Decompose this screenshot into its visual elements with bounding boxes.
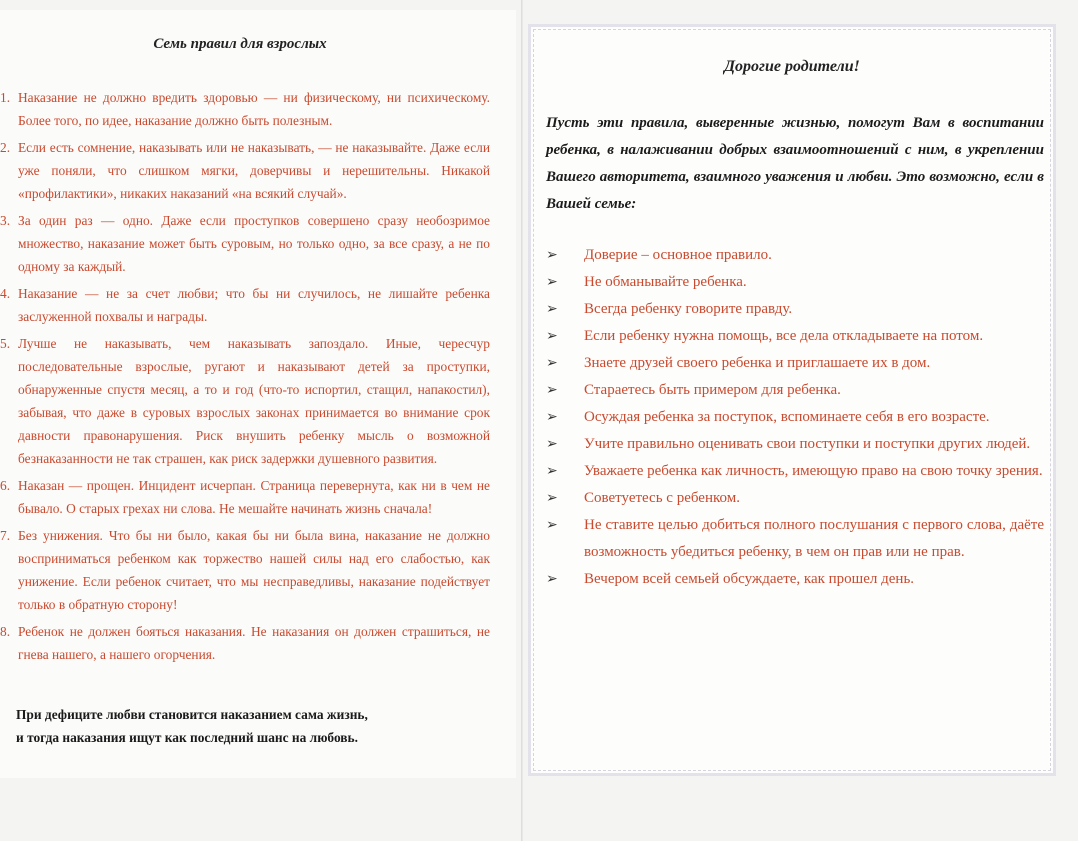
arrow-bullet-icon: ➢: [546, 436, 558, 452]
rule-number: 4.: [0, 286, 11, 301]
right-page-content: [528, 24, 1056, 776]
arrow-bullet-icon: ➢: [546, 328, 558, 344]
rule-number: 8.: [0, 624, 11, 639]
rule-text: Наказание не должно вредить здоровью — ни физическому, ни психическому. Более того, по идее, наказание должно быть полезным.: [18, 90, 490, 128]
rule-number: 6.: [0, 478, 11, 493]
advice-text: Не ставите целью добиться полного послушания с первого слова, даёте возможность убедиться ребенку, в чем он прав или не прав.: [584, 517, 1044, 560]
rule-text: Наказание — не за счет любви; что бы ни случилось, не лишайте ребенка заслуженной похвалы и награды.: [18, 286, 490, 324]
advice-item: [546, 242, 1044, 269]
right-page-title: Дорогие родители!: [724, 58, 860, 75]
advice-item: [546, 350, 1044, 377]
advice-item: [546, 485, 1044, 512]
closing-statement: [16, 703, 496, 749]
advice-list: [546, 242, 1044, 593]
advice-text: Не обманывайте ребенка.: [584, 274, 747, 290]
advice-item: [546, 458, 1044, 485]
rule-text: Наказан — прощен. Инцидент исчерпан. Страница перевернута, как ни в чем не бывало. О старых грехах ни слова. Не мешайте начинать жизнь сначала!: [18, 478, 490, 516]
advice-item: [546, 512, 1044, 566]
arrow-bullet-icon: ➢: [546, 382, 558, 398]
advice-text: Советуетесь с ребенком.: [584, 490, 740, 506]
advice-text: Стараетесь быть примером для ребенка.: [584, 382, 841, 398]
rule-number: 2.: [0, 140, 11, 155]
advice-item: [546, 377, 1044, 404]
rule-item: [0, 136, 490, 205]
arrow-bullet-icon: ➢: [546, 463, 558, 479]
advice-text: Доверие – основное правило.: [584, 247, 772, 263]
advice-text: Если ребенку нужна помощь, все дела откладываете на потом.: [584, 328, 984, 344]
arrow-bullet-icon: ➢: [546, 355, 558, 371]
rule-item: [0, 332, 490, 470]
rule-item: [0, 282, 490, 328]
rule-text: За один раз — одно. Даже если проступков совершено сразу необозримое множество, наказание может быть суровым, но только одно, за все сразу, а не по одному за каждый.: [18, 213, 490, 274]
page-fold: [521, 0, 523, 841]
rule-number: 7.: [0, 528, 11, 543]
rule-item: [0, 86, 490, 132]
rule-number: 3.: [0, 213, 11, 228]
arrow-bullet-icon: ➢: [546, 274, 558, 290]
arrow-bullet-icon: ➢: [546, 571, 558, 587]
advice-text: Всегда ребенку говорите правду.: [584, 301, 793, 317]
advice-item: [546, 566, 1044, 593]
rule-number: 5.: [0, 336, 11, 351]
left-page-title: Семь правил для взрослых: [153, 36, 327, 52]
advice-text: Осуждая ребенка за поступок, вспоминаете себя в его возрасте.: [584, 409, 990, 425]
arrow-bullet-icon: ➢: [546, 409, 558, 425]
rule-item: [0, 524, 490, 616]
advice-text: Уважаете ребенка как личность, имеющую право на свою точку зрения.: [584, 463, 1043, 479]
closing-line-2: и тогда наказания ищут как последний шанс на любовь.: [16, 730, 358, 745]
rules-list: [0, 86, 490, 670]
advice-text: Вечером всей семьей обсуждаете, как прошел день.: [584, 571, 915, 587]
closing-line-1: При дефиците любви становится наказанием сама жизнь,: [16, 707, 368, 722]
arrow-bullet-icon: ➢: [546, 517, 558, 533]
advice-item: [546, 269, 1044, 296]
rule-item: [0, 474, 490, 520]
arrow-bullet-icon: ➢: [546, 301, 558, 317]
advice-text: Знаете друзей своего ребенка и приглашаете их в дом.: [584, 355, 931, 371]
advice-item: [546, 323, 1044, 350]
rule-number: 1.: [0, 90, 11, 105]
rule-text: Без унижения. Что бы ни было, какая бы ни была вина, наказание не должно восприниматься ребенком как торжество нашей силы над его слабостью, как унижение. Если ребенок считает, что мы несправедливы, наказание подействует только в обратную сторону!: [18, 528, 490, 612]
arrow-bullet-icon: ➢: [546, 247, 558, 263]
arrow-bullet-icon: ➢: [546, 490, 558, 506]
rule-text: Если есть сомнение, наказывать или не наказывать, — не наказывайте. Даже если уже поняли, что слишком мягки, доверчивы и нерешительны. Никакой «профилактики», никаких наказаний «на всякий случай».: [18, 140, 490, 201]
advice-item: [546, 404, 1044, 431]
rule-item: [0, 620, 490, 666]
rule-item: [0, 209, 490, 278]
intro-paragraph: Пусть эти правила, выверенные жизнью, помогут Вам в воспитании ребенка, в налаживании добрых взаимоотношений с ним, в укреплении Вашего авторитета, взаимного уважения и любви. Это возможно, если в Вашей семье:: [546, 115, 1044, 212]
rule-text: Лучше не наказывать, чем наказывать запоздало. Иные, чересчур последовательные взрослые, ругают и наказывают детей за проступки, обнаруженные спустя месяц, а то и год (что-то испортил, стащил, напакостил), забывая, что даже в суровых взрослых законах принимается во внимание срок давности правонарушения. Риск внушить ребенку мысль о возможной безнаказанности не так страшен, как риск задержки душевного развития.: [18, 336, 490, 466]
advice-item: [546, 431, 1044, 458]
advice-item: [546, 296, 1044, 323]
advice-text: Учите правильно оценивать свои поступки и поступки других людей.: [584, 436, 1031, 452]
rule-text: Ребенок не должен бояться наказания. Не наказания он должен страшиться, не гнева нашего, а нашего огорчения.: [18, 624, 490, 662]
